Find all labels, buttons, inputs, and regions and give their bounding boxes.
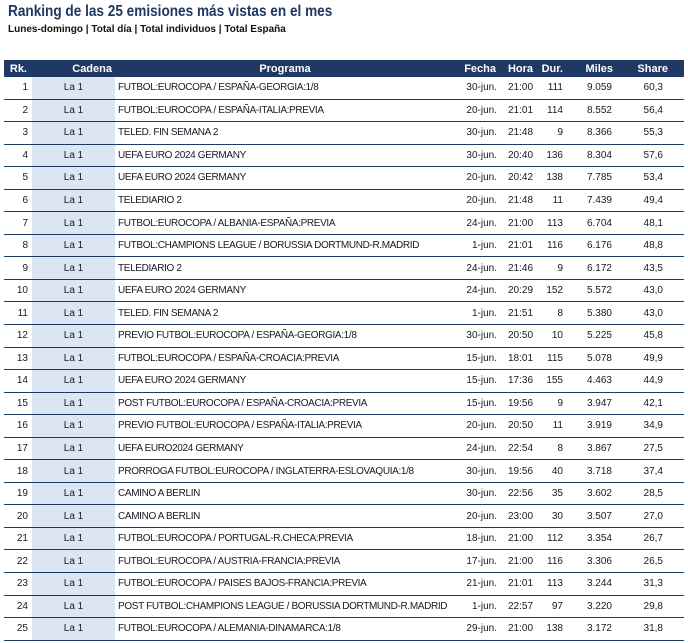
- duration-cell: 113: [547, 217, 563, 229]
- thousands-cell: 3.718: [586, 465, 612, 477]
- date-cell: 1-jun.: [471, 240, 497, 252]
- program-cell: FUTBOL:EUROCOPA / ALEMANIA-DINAMARCA:1/8: [118, 623, 341, 635]
- channel-cell: La 1: [32, 573, 115, 595]
- program-cell: TELED. FIN SEMANA 2: [118, 127, 219, 139]
- column-header-rank: Rk.: [9, 62, 27, 75]
- share-cell: 53,4: [643, 172, 663, 184]
- rank-cell: 18: [16, 465, 28, 477]
- share-cell: 48,8: [643, 240, 663, 252]
- rank-cell: 25: [16, 623, 28, 635]
- time-cell: 21:01: [507, 578, 534, 590]
- program-cell: UEFA EURO 2024 GERMANY: [118, 285, 246, 297]
- time-cell: 20:40: [507, 149, 534, 161]
- channel-cell: La 1: [32, 190, 115, 212]
- channel-cell: La 1: [32, 212, 115, 234]
- table-row: [4, 460, 684, 483]
- duration-cell: 138: [546, 623, 563, 635]
- channel-cell: La 1: [32, 528, 115, 550]
- rank-cell: 8: [22, 240, 28, 252]
- thousands-cell: 5.225: [586, 330, 612, 342]
- rank-cell: 15: [16, 397, 28, 409]
- time-cell: 21:46: [507, 262, 534, 274]
- program-cell: FUTBOL:EUROCOPA / PAISES BAJOS-FRANCIA:PREVIA: [118, 578, 367, 590]
- channel-cell: La 1: [32, 325, 115, 347]
- date-cell: 20-jun.: [466, 510, 497, 522]
- date-cell: 30-jun.: [466, 488, 497, 500]
- channel-cell: La 1: [32, 460, 115, 482]
- thousands-cell: 3.507: [586, 510, 612, 522]
- program-cell: FUTBOL:EUROCOPA / AUSTRIA-FRANCIA:PREVIA: [118, 555, 340, 567]
- table-row: [4, 348, 684, 371]
- share-cell: 43,0: [643, 307, 663, 319]
- column-header-program: Programa: [259, 62, 311, 75]
- time-cell: 21:00: [507, 623, 534, 635]
- channel-cell: La 1: [32, 505, 115, 527]
- time-cell: 21:48: [507, 195, 534, 206]
- thousands-cell: 7.785: [586, 172, 612, 184]
- time-cell: 21:51: [507, 307, 534, 319]
- share-cell: 31,3: [643, 578, 663, 590]
- program-cell: TELED. FIN SEMANA 2: [118, 307, 219, 319]
- rank-cell: 21: [16, 533, 28, 545]
- program-cell: TELEDIARIO 2: [118, 262, 182, 274]
- time-cell: 21:00: [507, 533, 534, 545]
- share-cell: 57,6: [643, 149, 663, 161]
- column-header-duration: Dur.: [541, 62, 563, 75]
- share-cell: 48,1: [643, 217, 663, 229]
- share-cell: 43,5: [643, 262, 663, 274]
- share-cell: 29,8: [643, 600, 663, 612]
- table-row: [4, 505, 684, 528]
- time-cell: 22:56: [507, 488, 534, 500]
- date-cell: 24-jun.: [466, 262, 497, 274]
- thousands-cell: 6.176: [586, 240, 612, 252]
- duration-cell: 35: [551, 488, 563, 500]
- column-header-share: Share: [637, 62, 668, 75]
- date-cell: 24-jun.: [466, 285, 497, 297]
- duration-cell: 152: [546, 285, 563, 297]
- channel-cell: La 1: [32, 280, 115, 302]
- rank-cell: 22: [16, 555, 28, 567]
- page-title: Ranking de las 25 emisiones más vistas en el mes: [8, 3, 333, 20]
- time-cell: 22:57: [507, 600, 534, 612]
- time-cell: 19:56: [507, 397, 534, 409]
- channel-cell: La 1: [32, 438, 115, 460]
- duration-cell: 11: [552, 195, 563, 206]
- table-row: [4, 145, 684, 168]
- time-cell: 21:00: [507, 82, 534, 94]
- table-row: [4, 122, 684, 145]
- page-subtitle: Lunes-domingo | Total día | Total individuos | Total España: [8, 24, 286, 35]
- channel-cell: La 1: [32, 77, 115, 99]
- thousands-cell: 3.306: [586, 555, 612, 567]
- thousands-cell: 3.602: [586, 488, 612, 500]
- program-cell: FUTBOL:EUROCOPA / PORTUGAL-R.CHECA:PREVIA: [118, 533, 353, 545]
- thousands-cell: 4.463: [586, 375, 612, 387]
- program-cell: UEFA EURO2024 GERMANY: [118, 443, 244, 455]
- program-cell: UEFA EURO 2024 GERMANY: [118, 172, 246, 184]
- date-cell: 15-jun.: [466, 375, 497, 387]
- table-row: [4, 618, 684, 641]
- thousands-cell: 7.439: [586, 195, 612, 206]
- rank-cell: 20: [16, 510, 28, 522]
- duration-cell: 116: [547, 240, 563, 252]
- table-row: [4, 167, 684, 190]
- table-row: [4, 528, 684, 551]
- time-cell: 19:56: [507, 465, 534, 477]
- date-cell: 24-jun.: [466, 443, 497, 455]
- time-cell: 23:00: [507, 510, 534, 522]
- program-cell: CAMINO A BERLIN: [118, 488, 200, 500]
- date-cell: 1-jun.: [471, 307, 497, 319]
- duration-cell: 40: [551, 465, 563, 477]
- channel-cell: La 1: [32, 483, 115, 505]
- column-header-time: Hora: [507, 62, 534, 75]
- thousands-cell: 8.552: [586, 104, 612, 116]
- thousands-cell: 3.220: [586, 600, 612, 612]
- program-cell: PRORROGA FUTBOL:EUROCOPA / INGLATERRA-ESLOVAQUIA:1/8: [118, 465, 414, 477]
- share-cell: 27,0: [643, 510, 663, 522]
- duration-cell: 114: [547, 104, 563, 116]
- rank-cell: 19: [16, 488, 28, 500]
- rank-cell: 11: [17, 307, 28, 319]
- thousands-cell: 3.244: [586, 578, 612, 590]
- rank-cell: 1: [22, 82, 28, 94]
- date-cell: 15-jun.: [466, 352, 497, 364]
- duration-cell: 9: [557, 397, 563, 409]
- rank-cell: 24: [16, 600, 28, 612]
- time-cell: 21:00: [507, 217, 534, 229]
- rank-cell: 7: [22, 217, 28, 229]
- date-cell: 21-jun.: [466, 578, 497, 590]
- rank-cell: 3: [22, 127, 28, 139]
- share-cell: 34,9: [643, 420, 663, 432]
- channel-cell: La 1: [32, 370, 115, 392]
- date-cell: 18-jun.: [466, 533, 497, 545]
- thousands-cell: 3.354: [586, 533, 612, 545]
- share-cell: 55,3: [643, 127, 663, 139]
- table-row: [4, 483, 684, 506]
- share-cell: 45,8: [643, 330, 663, 342]
- rank-cell: 6: [22, 195, 28, 206]
- share-cell: 49,4: [643, 195, 663, 206]
- program-cell: CAMINO A BERLIN: [118, 510, 200, 522]
- share-cell: 26,7: [643, 533, 663, 545]
- duration-cell: 138: [546, 172, 563, 184]
- rank-cell: 16: [16, 420, 28, 432]
- rank-cell: 12: [16, 330, 28, 342]
- duration-cell: 10: [551, 330, 563, 342]
- program-cell: FUTBOL:EUROCOPA / ESPAÑA-CROACIA:PREVIA: [118, 352, 340, 364]
- thousands-cell: 3.919: [586, 420, 612, 432]
- date-cell: 30-jun.: [466, 330, 497, 342]
- program-cell: FUTBOL:EUROCOPA / ESPAÑA-ITALIA:PREVIA: [118, 104, 324, 116]
- thousands-cell: 3.867: [586, 443, 612, 455]
- channel-cell: La 1: [32, 618, 115, 640]
- thousands-cell: 3.947: [586, 397, 612, 409]
- time-cell: 21:01: [507, 104, 534, 116]
- table-row: [4, 438, 684, 461]
- share-cell: 44,9: [643, 375, 663, 387]
- duration-cell: 9: [557, 127, 563, 139]
- duration-cell: 111: [547, 82, 563, 94]
- column-header-thousands: Miles: [585, 62, 613, 75]
- share-cell: 42,1: [643, 397, 663, 409]
- table-row: [4, 190, 684, 213]
- duration-cell: 155: [546, 375, 563, 387]
- share-cell: 28,5: [643, 488, 663, 500]
- duration-cell: 8: [557, 443, 563, 455]
- channel-cell: La 1: [32, 235, 115, 257]
- thousands-cell: 5.572: [586, 285, 612, 297]
- program-cell: UEFA EURO 2024 GERMANY: [118, 375, 246, 387]
- program-cell: POST FUTBOL:EUROCOPA / ESPAÑA-CROACIA:PREVIA: [118, 397, 368, 409]
- table-row: [4, 370, 684, 393]
- table-header-row: [4, 60, 684, 77]
- date-cell: 1-jun.: [471, 600, 497, 612]
- date-cell: 24-jun.: [466, 217, 497, 229]
- date-cell: 30-jun.: [466, 82, 497, 94]
- time-cell: 20:50: [507, 420, 534, 432]
- program-cell: TELEDIARIO 2: [118, 195, 182, 206]
- time-cell: 20:29: [507, 285, 534, 297]
- duration-cell: 9: [557, 262, 563, 274]
- thousands-cell: 5.380: [586, 307, 612, 319]
- time-cell: 22:54: [507, 443, 534, 455]
- table-row: [4, 550, 684, 573]
- share-cell: 31,8: [643, 623, 663, 635]
- channel-cell: La 1: [32, 393, 115, 415]
- time-cell: 21:00: [507, 555, 534, 567]
- program-cell: FUTBOL:EUROCOPA / ALBANIA-ESPAÑA:PREVIA: [118, 217, 336, 229]
- duration-cell: 112: [547, 533, 563, 545]
- thousands-cell: 8.366: [586, 127, 612, 139]
- duration-cell: 116: [547, 555, 563, 567]
- program-cell: PREVIO FUTBOL:EUROCOPA / ESPAÑA-GEORGIA:1/8: [118, 330, 357, 342]
- column-header-channel: Cadena: [72, 62, 112, 75]
- time-cell: 18:01: [507, 352, 534, 364]
- date-cell: 20-jun.: [466, 195, 497, 206]
- date-cell: 29-jun.: [466, 623, 497, 635]
- date-cell: 20-jun.: [466, 104, 497, 116]
- program-cell: UEFA EURO 2024 GERMANY: [118, 149, 246, 161]
- share-cell: 37,4: [643, 465, 663, 477]
- thousands-cell: 6.704: [586, 217, 612, 229]
- date-cell: 30-jun.: [466, 465, 497, 477]
- rank-cell: 5: [22, 172, 28, 184]
- channel-cell: La 1: [32, 100, 115, 122]
- ranking-table: [4, 60, 684, 641]
- channel-cell: La 1: [32, 145, 115, 167]
- thousands-cell: 9.059: [586, 82, 612, 94]
- channel-cell: La 1: [32, 348, 115, 370]
- rank-cell: 10: [16, 285, 28, 297]
- channel-cell: La 1: [32, 550, 115, 572]
- share-cell: 26,5: [643, 555, 663, 567]
- share-cell: 27,5: [643, 443, 663, 455]
- table-row: [4, 573, 684, 596]
- column-header-date: Fecha: [464, 62, 496, 75]
- thousands-cell: 8.304: [586, 149, 612, 161]
- table-row: [4, 280, 684, 303]
- time-cell: 20:42: [507, 172, 534, 184]
- channel-cell: La 1: [32, 122, 115, 144]
- rank-cell: 2: [22, 104, 28, 116]
- date-cell: 15-jun.: [466, 397, 497, 409]
- thousands-cell: 5.078: [586, 352, 612, 364]
- table-row: [4, 415, 684, 438]
- thousands-cell: 3.172: [586, 623, 612, 635]
- program-cell: POST FUTBOL:CHAMPIONS LEAGUE / BORUSSIA DORTMUND-R.MADRID: [118, 600, 448, 612]
- table-row: [4, 302, 684, 325]
- share-cell: 60,3: [643, 82, 663, 94]
- rank-cell: 4: [22, 149, 28, 161]
- duration-cell: 8: [557, 307, 563, 319]
- channel-cell: La 1: [32, 167, 115, 189]
- channel-cell: La 1: [32, 302, 115, 324]
- time-cell: 17:36: [507, 375, 534, 387]
- rank-cell: 13: [16, 352, 28, 364]
- channel-cell: La 1: [32, 596, 115, 618]
- duration-cell: 97: [551, 600, 563, 612]
- channel-cell: La 1: [32, 415, 115, 437]
- rank-cell: 14: [16, 375, 28, 387]
- duration-cell: 113: [547, 578, 563, 590]
- program-cell: PREVIO FUTBOL:EUROCOPA / ESPAÑA-ITALIA:PREVIA: [118, 420, 362, 432]
- table-row: [4, 212, 684, 235]
- table-row: [4, 235, 684, 258]
- table-row: [4, 393, 684, 416]
- table-row: [4, 596, 684, 619]
- time-cell: 20:50: [507, 330, 534, 342]
- share-cell: 49,9: [643, 352, 663, 364]
- date-cell: 20-jun.: [466, 172, 497, 184]
- duration-cell: 30: [551, 510, 563, 522]
- table-body: [4, 77, 684, 641]
- rank-cell: 9: [22, 262, 28, 274]
- date-cell: 30-jun.: [466, 149, 497, 161]
- table-row: [4, 257, 684, 280]
- date-cell: 20-jun.: [466, 420, 497, 432]
- channel-cell: La 1: [32, 257, 115, 279]
- share-cell: 43,0: [643, 285, 663, 297]
- time-cell: 21:01: [507, 240, 534, 252]
- rank-cell: 17: [16, 443, 28, 455]
- share-cell: 56,4: [643, 104, 663, 116]
- date-cell: 30-jun.: [466, 127, 497, 139]
- rank-cell: 23: [16, 578, 28, 590]
- table-row: [4, 100, 684, 123]
- date-cell: 17-jun.: [466, 555, 497, 567]
- program-cell: FUTBOL:CHAMPIONS LEAGUE / BORUSSIA DORTMUND-R.MADRID: [118, 240, 420, 252]
- duration-cell: 115: [547, 352, 563, 364]
- duration-cell: 11: [552, 420, 563, 432]
- program-cell: FUTBOL:EUROCOPA / ESPAÑA-GEORGIA:1/8: [118, 82, 319, 94]
- table-row: [4, 77, 684, 100]
- time-cell: 21:48: [507, 127, 534, 139]
- thousands-cell: 6.172: [586, 262, 612, 274]
- table-row: [4, 325, 684, 348]
- duration-cell: 136: [546, 149, 563, 161]
